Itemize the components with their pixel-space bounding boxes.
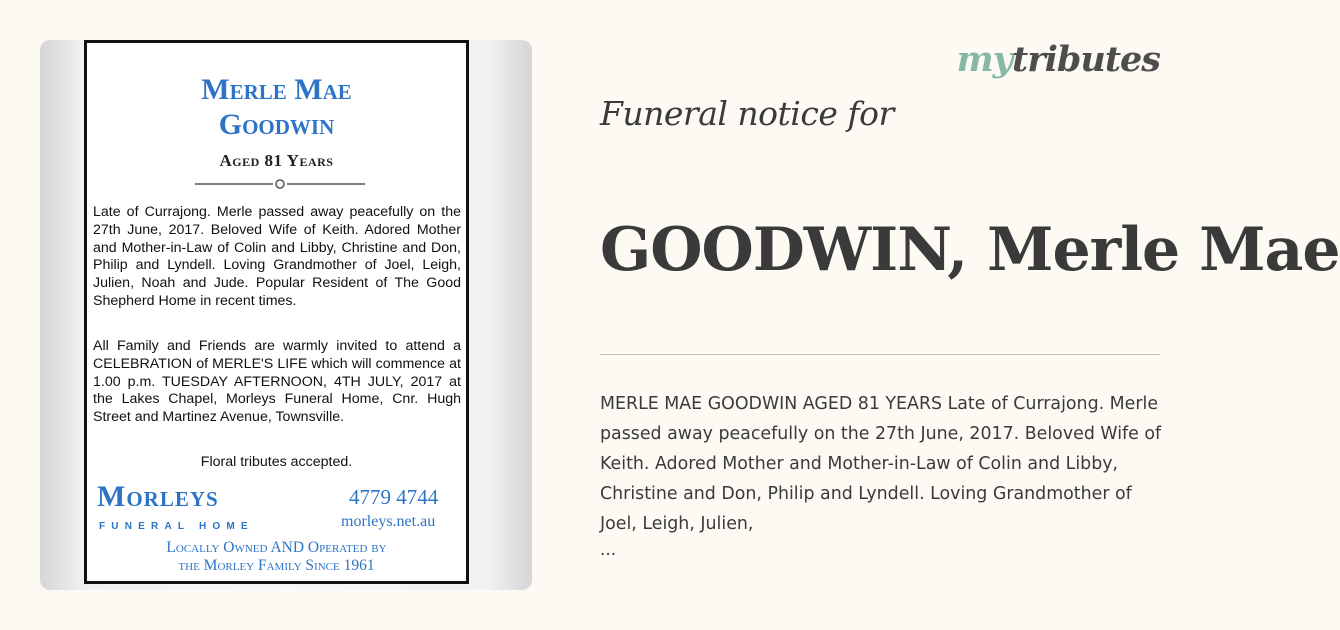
notice-paragraph-2: All Family and Friends are warmly invited to attend a CELEBRATION of MERLE'S LIFE which will commence at 1.00 p.m. TUESDAY AFTERNOON, 4TH JULY, 2017 at the Lakes Chapel, Morleys Funeral Home, Cnr. Hugh Street and Martinez Avenue, Townsville. — [93, 338, 461, 426]
divider — [600, 354, 1160, 355]
ornament-divider-icon — [195, 176, 365, 192]
mytributes-logo — [957, 38, 1160, 82]
funeral-home-subtitle: FUNERAL HOME — [99, 521, 254, 532]
notice-paragraph-1: Late of Currajong. Merle passed away peacefully on the 27th June, 2017. Beloved Wife of Keith. Adored Mother and Mother-in-Law of Colin and Libby, Christine and Don, Philip and Lyndell. Loving Grandmother of Joel, Leigh, Julien, Noah and Jude. Popular Resident of The Good Shepherd Home in recent times. — [93, 204, 461, 309]
funeral-home-phone: 4779 4744 — [349, 485, 439, 509]
page-title: GOODWIN, Merle Mae — [600, 215, 1340, 285]
tagline-line2: the Morley Family Since 1961 — [178, 557, 375, 574]
tagline-line1: Locally Owned AND Operated by — [166, 539, 387, 556]
notice-summary: MERLE MAE GOODWIN AGED 81 YEARS Late of Currajong. Merle passed away peacefully on the 27th June, 2017. Beloved Wife of Keith. Adored Mother and Mother-in-Law of Colin and Libby, Christine and Don, Philip and Lyndell. Loving Grandmother of Joel, Leigh, Julien, — [600, 394, 1162, 534]
page-subtitle: Funeral notice for — [600, 94, 894, 133]
notice-name-line2: Goodwin — [218, 108, 335, 141]
funeral-home-logo: Morleys — [97, 480, 219, 513]
funeral-home-tagline — [87, 539, 466, 575]
notice-age: Aged 81 Years — [219, 151, 334, 170]
notice-name-line1: Merle Mae — [201, 73, 352, 106]
logo-part-tributes: tributes — [1012, 39, 1160, 80]
funeral-notice-image — [84, 40, 469, 584]
notice-floral-tributes: Floral tributes accepted. — [200, 454, 353, 470]
logo-part-my: my — [956, 39, 1013, 80]
summary-ellipsis: ... — [600, 540, 617, 560]
funeral-home-website: morleys.net.au — [341, 513, 436, 530]
